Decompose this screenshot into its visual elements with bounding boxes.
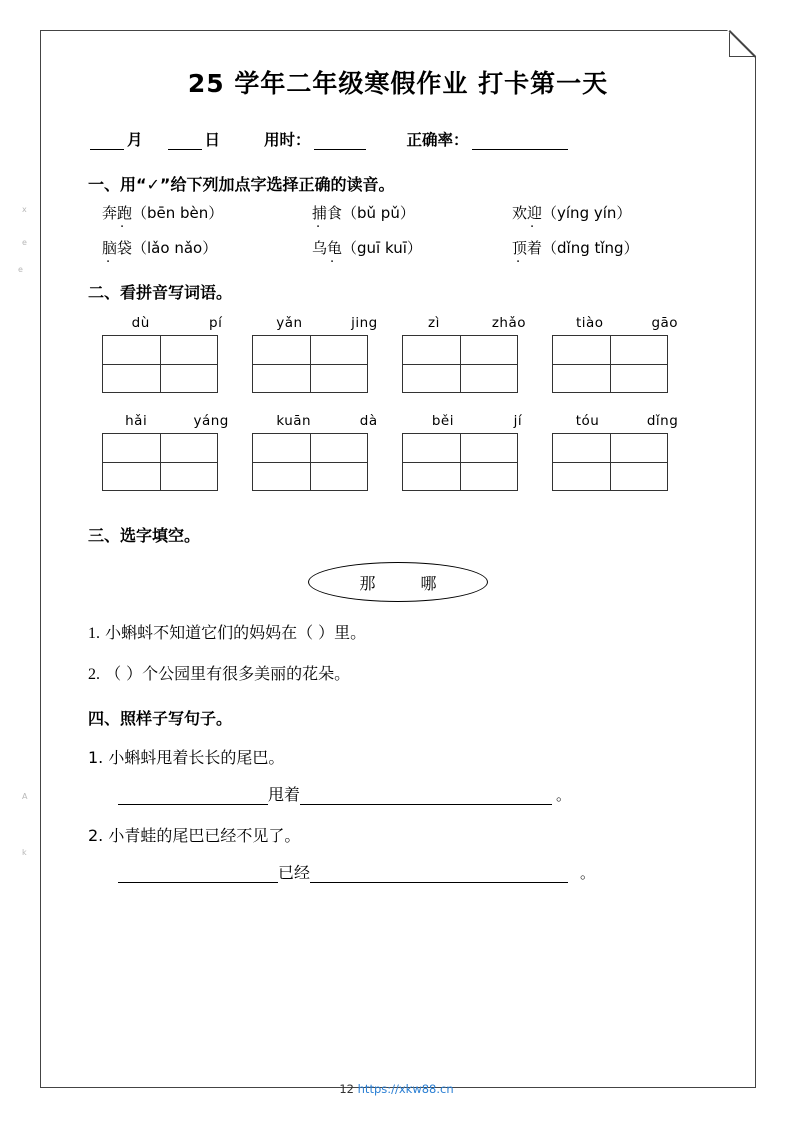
sentence-text: 小青蛙的尾巴已经不见了。 <box>108 826 301 845</box>
period-mark: 。 <box>580 864 596 882</box>
writing-grid-cell-group[interactable] <box>252 335 402 393</box>
emphasis-dot-icon: · <box>316 220 321 235</box>
pinyin-syllable: hǎi <box>125 413 148 429</box>
pinyin-choice-item[interactable] <box>102 237 312 270</box>
month-label: 月 <box>127 131 143 149</box>
word-text: 顶着 <box>512 239 543 257</box>
margin-mark: x <box>22 205 27 214</box>
question-index: 2. <box>88 666 100 683</box>
pinyin-choice-item[interactable] <box>102 202 312 235</box>
pinyin-choice-item[interactable] <box>312 237 512 270</box>
tianzige-grid[interactable] <box>402 433 518 491</box>
accuracy-blank[interactable] <box>472 135 568 150</box>
question-index: 1. <box>88 625 100 642</box>
word-text: 乌龟 <box>312 239 343 257</box>
pinyin-syllable: zhǎo <box>491 315 526 331</box>
pinyin-syllable: běi <box>431 413 454 429</box>
pinyin-row-1 <box>78 315 718 331</box>
example-sentence <box>78 745 718 768</box>
writing-grid-row-1 <box>78 335 718 393</box>
margin-mark: e <box>18 265 23 274</box>
choice-character[interactable]: 那 <box>359 573 376 593</box>
pinyin-choice-item[interactable] <box>512 202 712 235</box>
pinyin-group <box>102 315 252 331</box>
page-title: 25 学年二年级寒假作业 打卡第一天 <box>187 69 609 98</box>
pinyin-choice-item[interactable] <box>312 202 512 235</box>
pinyin-syllable: tiào <box>575 315 604 331</box>
pinyin-options: （guī kuī） <box>342 239 422 257</box>
pinyin-choice-row <box>102 202 718 235</box>
footer-watermark <box>0 1082 793 1096</box>
margin-mark: A <box>22 792 28 801</box>
section-3-heading: 三、选字填空。 <box>88 526 201 545</box>
word-text: 欢迎 <box>512 204 543 222</box>
tianzige-grid[interactable] <box>252 335 368 393</box>
section-4-heading: 四、照样子写句子。 <box>88 709 233 728</box>
pinyin-options: （yíng yín） <box>542 204 632 222</box>
tianzige-grid[interactable] <box>102 335 218 393</box>
question-index: 2. <box>88 826 104 845</box>
writing-grid-cell-group[interactable] <box>552 335 702 393</box>
pinyin-group <box>252 315 402 331</box>
day-label: 日 <box>204 131 221 149</box>
accuracy-label: 正确率： <box>406 131 469 149</box>
word-text: 脑袋 <box>102 239 133 257</box>
pinyin-choice-item[interactable] <box>512 237 712 270</box>
pinyin-options: （bēn bèn） <box>132 204 224 222</box>
word-text: 捕食 <box>312 204 343 222</box>
writing-grid-cell-group[interactable] <box>402 335 552 393</box>
question-text: 小蝌蚪不知道它们的妈妈在（ ）里。 <box>105 623 367 642</box>
answer-line[interactable] <box>78 860 718 883</box>
tianzige-grid[interactable] <box>102 433 218 491</box>
emphasis-dot-icon: · <box>516 255 521 270</box>
period-mark: 。 <box>556 786 572 804</box>
margin-mark: e <box>22 238 27 247</box>
emphasis-dot-icon: · <box>120 220 125 235</box>
writing-grid-cell-group[interactable] <box>102 335 252 393</box>
worksheet-content <box>40 30 756 1088</box>
source-url: https://xkw88.cn <box>357 1082 454 1096</box>
pinyin-syllable: dà <box>359 413 378 429</box>
question-text: （ ）个公园里有很多美丽的花朵。 <box>105 664 351 683</box>
fill-question[interactable] <box>78 620 718 643</box>
answer-blank-right[interactable] <box>310 867 568 883</box>
pinyin-syllable: jing <box>351 315 378 331</box>
pinyin-syllable: dǐng <box>646 413 679 429</box>
pinyin-group <box>252 413 402 429</box>
tianzige-grid[interactable] <box>252 433 368 491</box>
word-text: 奔跑 <box>102 204 133 222</box>
pinyin-syllable: yǎn <box>276 315 303 331</box>
fill-question[interactable] <box>78 661 718 684</box>
answer-blank-left[interactable] <box>118 789 268 805</box>
choice-oval-wrap <box>78 562 718 602</box>
pinyin-syllable: dù <box>131 315 150 331</box>
meta-row <box>78 128 718 150</box>
pinyin-group <box>102 413 252 429</box>
emphasis-dot-icon: · <box>330 255 335 270</box>
page-number: 12 <box>339 1082 354 1096</box>
pinyin-group <box>402 315 552 331</box>
section-1-body <box>78 202 718 270</box>
pinyin-options: （dǐng tǐng） <box>542 239 639 257</box>
margin-mark: k <box>22 848 27 857</box>
pinyin-choice-row <box>102 237 718 270</box>
pinyin-syllable: jí <box>513 413 523 429</box>
emphasis-dot-icon: · <box>106 255 111 270</box>
character-choice-oval <box>308 562 488 602</box>
writing-grid-cell-group[interactable] <box>102 433 252 491</box>
pinyin-syllable: pí <box>209 315 223 331</box>
day-blank[interactable] <box>168 135 202 150</box>
pinyin-syllable: kuān <box>276 413 312 429</box>
time-label: 用时： <box>264 131 311 149</box>
choice-character[interactable]: 哪 <box>420 573 437 593</box>
writing-grid-cell-group[interactable] <box>252 433 402 491</box>
pinyin-group <box>552 315 702 331</box>
answer-line[interactable] <box>78 782 718 805</box>
pinyin-group <box>552 413 702 429</box>
section-2-heading: 二、看拼音写词语。 <box>88 283 233 302</box>
pinyin-options: （bǔ pǔ） <box>342 204 415 222</box>
month-blank[interactable] <box>90 135 124 150</box>
pinyin-syllable: tóu <box>575 413 600 429</box>
pinyin-group <box>402 413 552 429</box>
writing-grid-row-2 <box>78 433 718 491</box>
section-1-heading: 一、用“✓”给下列加点字选择正确的读音。 <box>88 175 395 194</box>
sentence-text: 小蝌蚪甩着长长的尾巴。 <box>108 748 285 767</box>
time-blank[interactable] <box>314 135 366 150</box>
emphasis-dot-icon: · <box>530 220 535 235</box>
tianzige-grid[interactable] <box>552 433 668 491</box>
tianzige-grid[interactable] <box>402 335 518 393</box>
writing-grid-cell-group[interactable] <box>552 433 702 491</box>
answer-blank-left[interactable] <box>118 867 278 883</box>
pinyin-syllable: yáng <box>193 413 229 429</box>
pinyin-syllable: gāo <box>651 315 679 331</box>
pinyin-syllable: zì <box>427 315 440 331</box>
answer-keyword: 已经 <box>278 863 311 882</box>
tianzige-grid[interactable] <box>552 335 668 393</box>
answer-keyword: 甩着 <box>268 785 301 804</box>
question-index: 1. <box>88 748 104 767</box>
answer-blank-right[interactable] <box>300 789 552 805</box>
pinyin-row-2 <box>78 413 718 429</box>
pinyin-options: （lǎo nǎo） <box>132 239 218 257</box>
example-sentence <box>78 823 718 846</box>
writing-grid-cell-group[interactable] <box>402 433 552 491</box>
